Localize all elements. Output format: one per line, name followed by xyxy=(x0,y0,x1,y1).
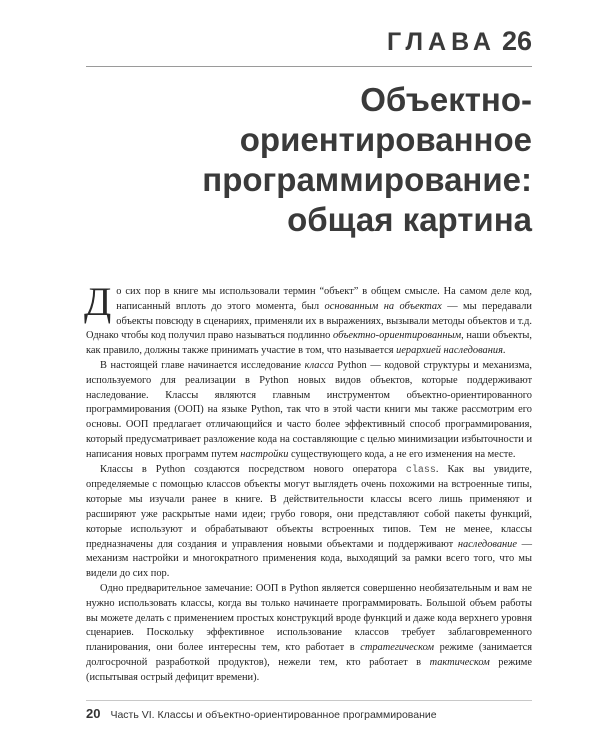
text-run: — мы передавали объекты повсюду в сценариях, применяли их в выражениях, вызывали методы объектов и т.д. Однако чтобы код получил право называться подлинно xyxy=(86,300,532,342)
emphasis: класса xyxy=(304,359,334,371)
emphasis: стратегическом xyxy=(360,642,435,654)
code-keyword: class xyxy=(405,464,436,476)
header-rule xyxy=(86,66,532,67)
chapter-number: 26 xyxy=(501,26,532,56)
paragraph-classes-intro xyxy=(86,359,532,463)
text-run: , наши объекты, как правило, должны также принимать участие в том, что называется xyxy=(86,330,532,357)
footer-text: Часть VI. Классы и объектно-ориентированное программирование xyxy=(110,709,437,721)
text-run: . Как вы увидите, определяемые с помощью классов объекты могут выглядеть очень похожими на встроенные типы, которые мы изучали ранее в книге. В действительности классы всего лишь применяют и расширяют уже раскрытые нами идеи; грубо говоря, они представляют собой пакеты функций, которые используют и обрабатывают объекты встроенных типов. Тем не менее, классы предназначены для создания и управления новыми объектами и поддерживают xyxy=(86,463,532,550)
emphasis: тактическом xyxy=(429,656,490,668)
chapter-heading xyxy=(387,26,532,57)
chapter-title-line: общая картина xyxy=(287,201,532,238)
text-run: Python — кодовой структуры и механизма, используемого для реализации в Python новых видов объектов, которые поддерживают наследование. Классы являются главным инструментом объектно-ориентированного программирования (ООП) на языке Python, так что в этой части книги мы также рассмотрим его основы. ООП предлагает отличающийся и часто более эффективный способ программирования, который предусматривает разложение кода на составляющие с целью минимизации избыточности и написания новых программ путем xyxy=(86,359,532,460)
paragraph-intro xyxy=(84,279,532,359)
text-run: режиме (занимается долгосрочной разработкой продуктов), нежели тем, кто работает в xyxy=(86,642,533,668)
chapter-title-line: ориентированное xyxy=(239,121,532,158)
text-run: существующего кода, а не его изменения на месте. xyxy=(288,448,516,460)
chapter-title-line: программирование: xyxy=(202,161,532,198)
text-run: — механизм настройки и многократного применения кода, выходящий за рамки всего того, что мы видели до сих пор. xyxy=(86,538,532,580)
emphasis: наследование xyxy=(457,538,517,550)
chapter-body xyxy=(84,279,533,686)
emphasis: основанным на объектах xyxy=(324,300,442,312)
page-footer xyxy=(86,700,532,721)
chapter-label: ГЛАВА xyxy=(386,28,496,56)
text-run: . xyxy=(502,345,506,357)
text-run: о сих пор в книге мы использовали термин “объект” в общем смысле. На самом деле код, написанный вплоть до этого момента, был xyxy=(116,286,532,312)
page-number: 20 xyxy=(86,706,101,721)
text-run: В настоящей главе начинается исследование xyxy=(100,359,305,371)
paragraph-class-statement xyxy=(86,463,532,582)
paragraph-oop-note xyxy=(86,582,532,686)
chapter-title xyxy=(82,80,532,240)
text-run: Классы в Python создаются посредством нового оператора xyxy=(100,463,406,475)
emphasis: настройки xyxy=(240,448,289,460)
text-run: режиме (испытывая острый дефицит времени). xyxy=(86,656,532,683)
drop-cap: Д xyxy=(84,279,112,324)
chapter-title-line: Объектно- xyxy=(360,81,532,118)
emphasis: объектно-ориентированным xyxy=(333,330,462,342)
text-run: Одно предварительное замечание: ООП в Python является совершенно необязательным и вам не нужно использовать классы, когда вы только начинаете программировать. Большой объем работы вы можете делать с применением простых конструкций вроде функций и даже кода верхнего уровня сценариев. Поскольку эффективное использование классов требует заблаговременного планирования, они более интересны тем, кто работает в xyxy=(86,582,532,654)
emphasis: иерархией наследования xyxy=(396,345,503,357)
